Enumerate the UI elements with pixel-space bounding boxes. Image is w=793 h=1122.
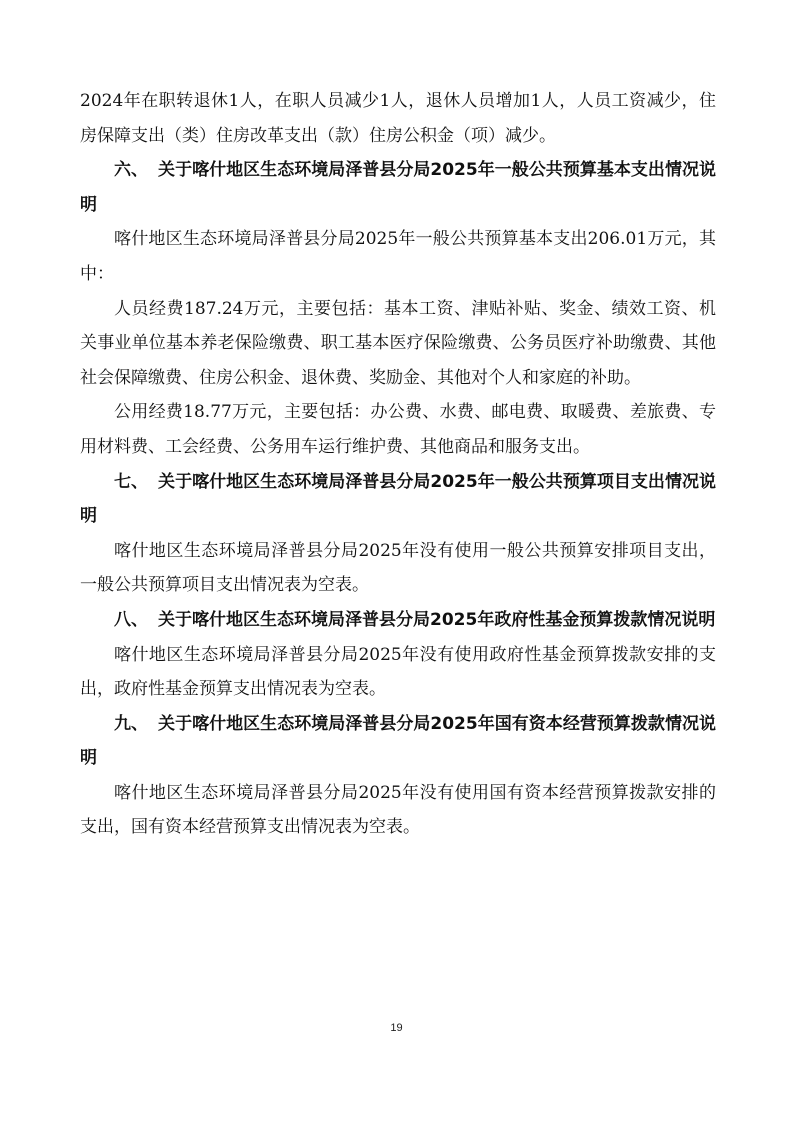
section-heading-7	[80, 465, 716, 534]
section-9-paragraph-1: 喀什地区生态环境局泽普县分局2025年没有使用国有资本经营预算拨款安排的支出，国有资本经营预算支出情况表为空表。	[80, 782, 716, 838]
section-6-paragraph-1: 喀什地区生态环境局泽普县分局2025年一般公共预算基本支出206.01万元，其中：	[80, 229, 716, 284]
section-6-paragraph-2: 人员经费187.24万元，主要包括：基本工资、津贴补贴、奖金、绩效工资、机关事业单位基本养老保险缴费、职工基本医疗保险缴费、公务员医疗补助缴费、其他社会保障缴费、住房公积金、退休费、奖励金、其他对个人和家庭的补助。	[80, 298, 716, 388]
intro-paragraph: 2024年在职转退休1人，在职人员减少1人，退休人员增加1人，人员工资减少，住房保障支出（类）住房改革支出（款）住房公积金（项）减少。	[80, 91, 716, 146]
section-heading-8	[80, 603, 716, 638]
section-number: 七、	[114, 471, 149, 492]
section-title: 关于喀什地区生态环境局泽普县分局2025年一般公共预算项目支出情况说明	[80, 471, 716, 527]
section-number: 九、	[114, 713, 149, 734]
section-title: 关于喀什地区生态环境局泽普县分局2025年国有资本经营预算拨款情况说明	[80, 713, 716, 769]
section-title: 关于喀什地区生态环境局泽普县分局2025年一般公共预算基本支出情况说明	[80, 160, 716, 215]
section-6-paragraph-3: 公用经费18.77万元，主要包括：办公费、水费、邮电费、取暖费、差旅费、专用材料费、工会经费、公务用车运行维护费、其他商品和服务支出。	[80, 402, 716, 457]
section-number: 六、	[114, 160, 149, 181]
section-heading-6	[80, 153, 716, 222]
section-heading-9	[80, 707, 716, 776]
page-number: 19	[390, 1022, 403, 1034]
document-body	[80, 84, 716, 845]
section-8-paragraph-1: 喀什地区生态环境局泽普县分局2025年没有使用政府性基金预算拨款安排的支出，政府性基金预算支出情况表为空表。	[80, 644, 716, 700]
section-number: 八、	[114, 609, 148, 630]
section-7-paragraph-1: 喀什地区生态环境局泽普县分局2025年没有使用一般公共预算安排项目支出，一般公共预算项目支出情况表为空表。	[80, 540, 716, 596]
section-title: 关于喀什地区生态环境局泽普县分局2025年政府性基金预算拨款情况说明	[158, 609, 716, 630]
